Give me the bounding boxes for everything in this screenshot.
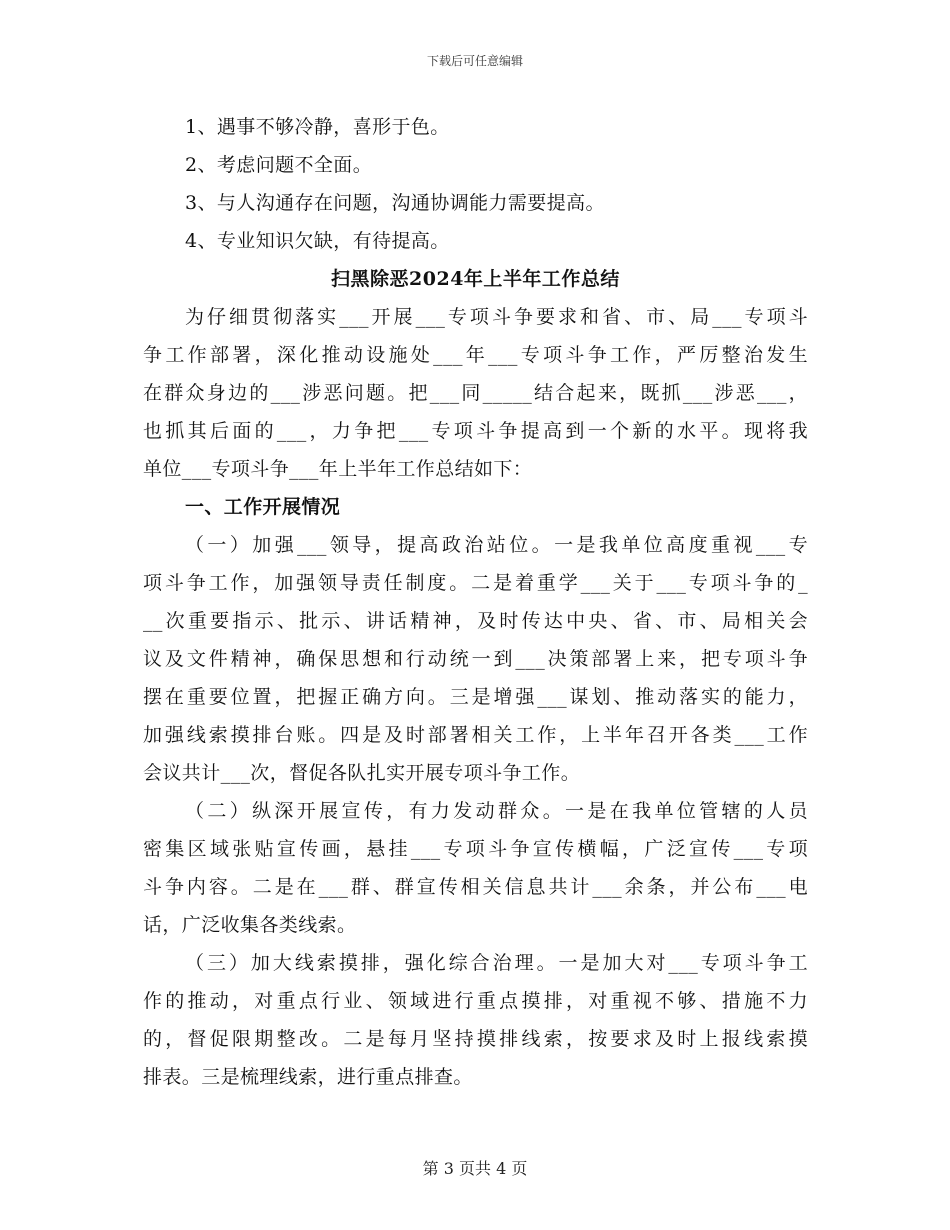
para1-line: （一）加强___领导，提高政治站位。一是我单位高度重视___专: [185, 534, 808, 556]
document-body: [143, 108, 808, 1096]
intro-line: 单位___专项斗争___年上半年工作总结如下：: [143, 458, 533, 480]
para1-line: 加强线索摸排台账。四是及时部署相关工作，上半年召开各类___工作: [143, 724, 808, 746]
para3-line: 的，督促限期整改。二是每月坚持摸排线索，按要求及时上报线索摸: [143, 1028, 808, 1050]
intro-line: 也抓其后面的___，力争把___专项斗争提高到一个新的水平。现将我: [143, 420, 808, 442]
para2-line: 斗争内容。二是在___群、群宣传相关信息共计___余条，并公布___电: [143, 876, 808, 898]
intro-line: 为仔细贯彻落实___开展___专项斗争要求和省、市、局___专项斗: [185, 306, 808, 328]
para2-line: （二）纵深开展宣传，有力发动群众。一是在我单位管辖的人员: [185, 800, 808, 822]
para1-line: __次重要指示、批示、讲话精神，及时传达中央、省、市、局相关会: [143, 610, 808, 632]
section-heading: 一、工作开展情况: [185, 496, 341, 518]
para3-line: 排表。三是梳理线索，进行重点排查。: [143, 1066, 473, 1088]
document-title: 扫黑除恶2024年上半年工作总结: [331, 268, 620, 290]
para2-line: 密集区域张贴宣传画，悬挂___专项斗争宣传横幅，广泛宣传___专项: [143, 838, 808, 860]
para3-line: 作的推动，对重点行业、领域进行重点摸排，对重视不够、措施不力: [143, 990, 808, 1012]
issue-item: 2、考虑问题不全面。: [185, 154, 373, 176]
issue-item: 1、遇事不够冷静，喜形于色。: [185, 116, 450, 138]
para1-line: 摆在重要位置，把握正确方向。三是增强___谋划、推动落实的能力，: [143, 686, 808, 708]
para1-line: 项斗争工作，加强领导责任制度。二是着重学___关于___专项斗争的_: [143, 572, 808, 594]
para2-line: 话，广泛收集各类线索。: [143, 914, 357, 936]
para1-line: 会议共计___次，督促各队扎实开展专项斗争工作。: [143, 762, 581, 784]
para3-line: （三）加大线索摸排，强化综合治理。一是加大对___专项斗争工: [185, 952, 808, 974]
intro-line: 在群众身边的___涉恶问题。把___同_____结合起来，既抓___涉恶___，: [143, 382, 808, 404]
intro-line: 争工作部署，深化推动设施处___年___专项斗争工作，严厉整治发生: [143, 344, 808, 366]
issue-item: 4、专业知识欠缺，有待提高。: [185, 230, 450, 252]
issue-item: 3、与人沟通存在问题，沟通协调能力需要提高。: [185, 192, 605, 214]
page-header: 下载后可任意编辑: [426, 54, 523, 68]
para1-line: 议及文件精神，确保思想和行动统一到___决策部署上来，把专项斗争: [143, 648, 808, 670]
page-footer: 第 3 页共 4 页: [422, 1159, 528, 1178]
